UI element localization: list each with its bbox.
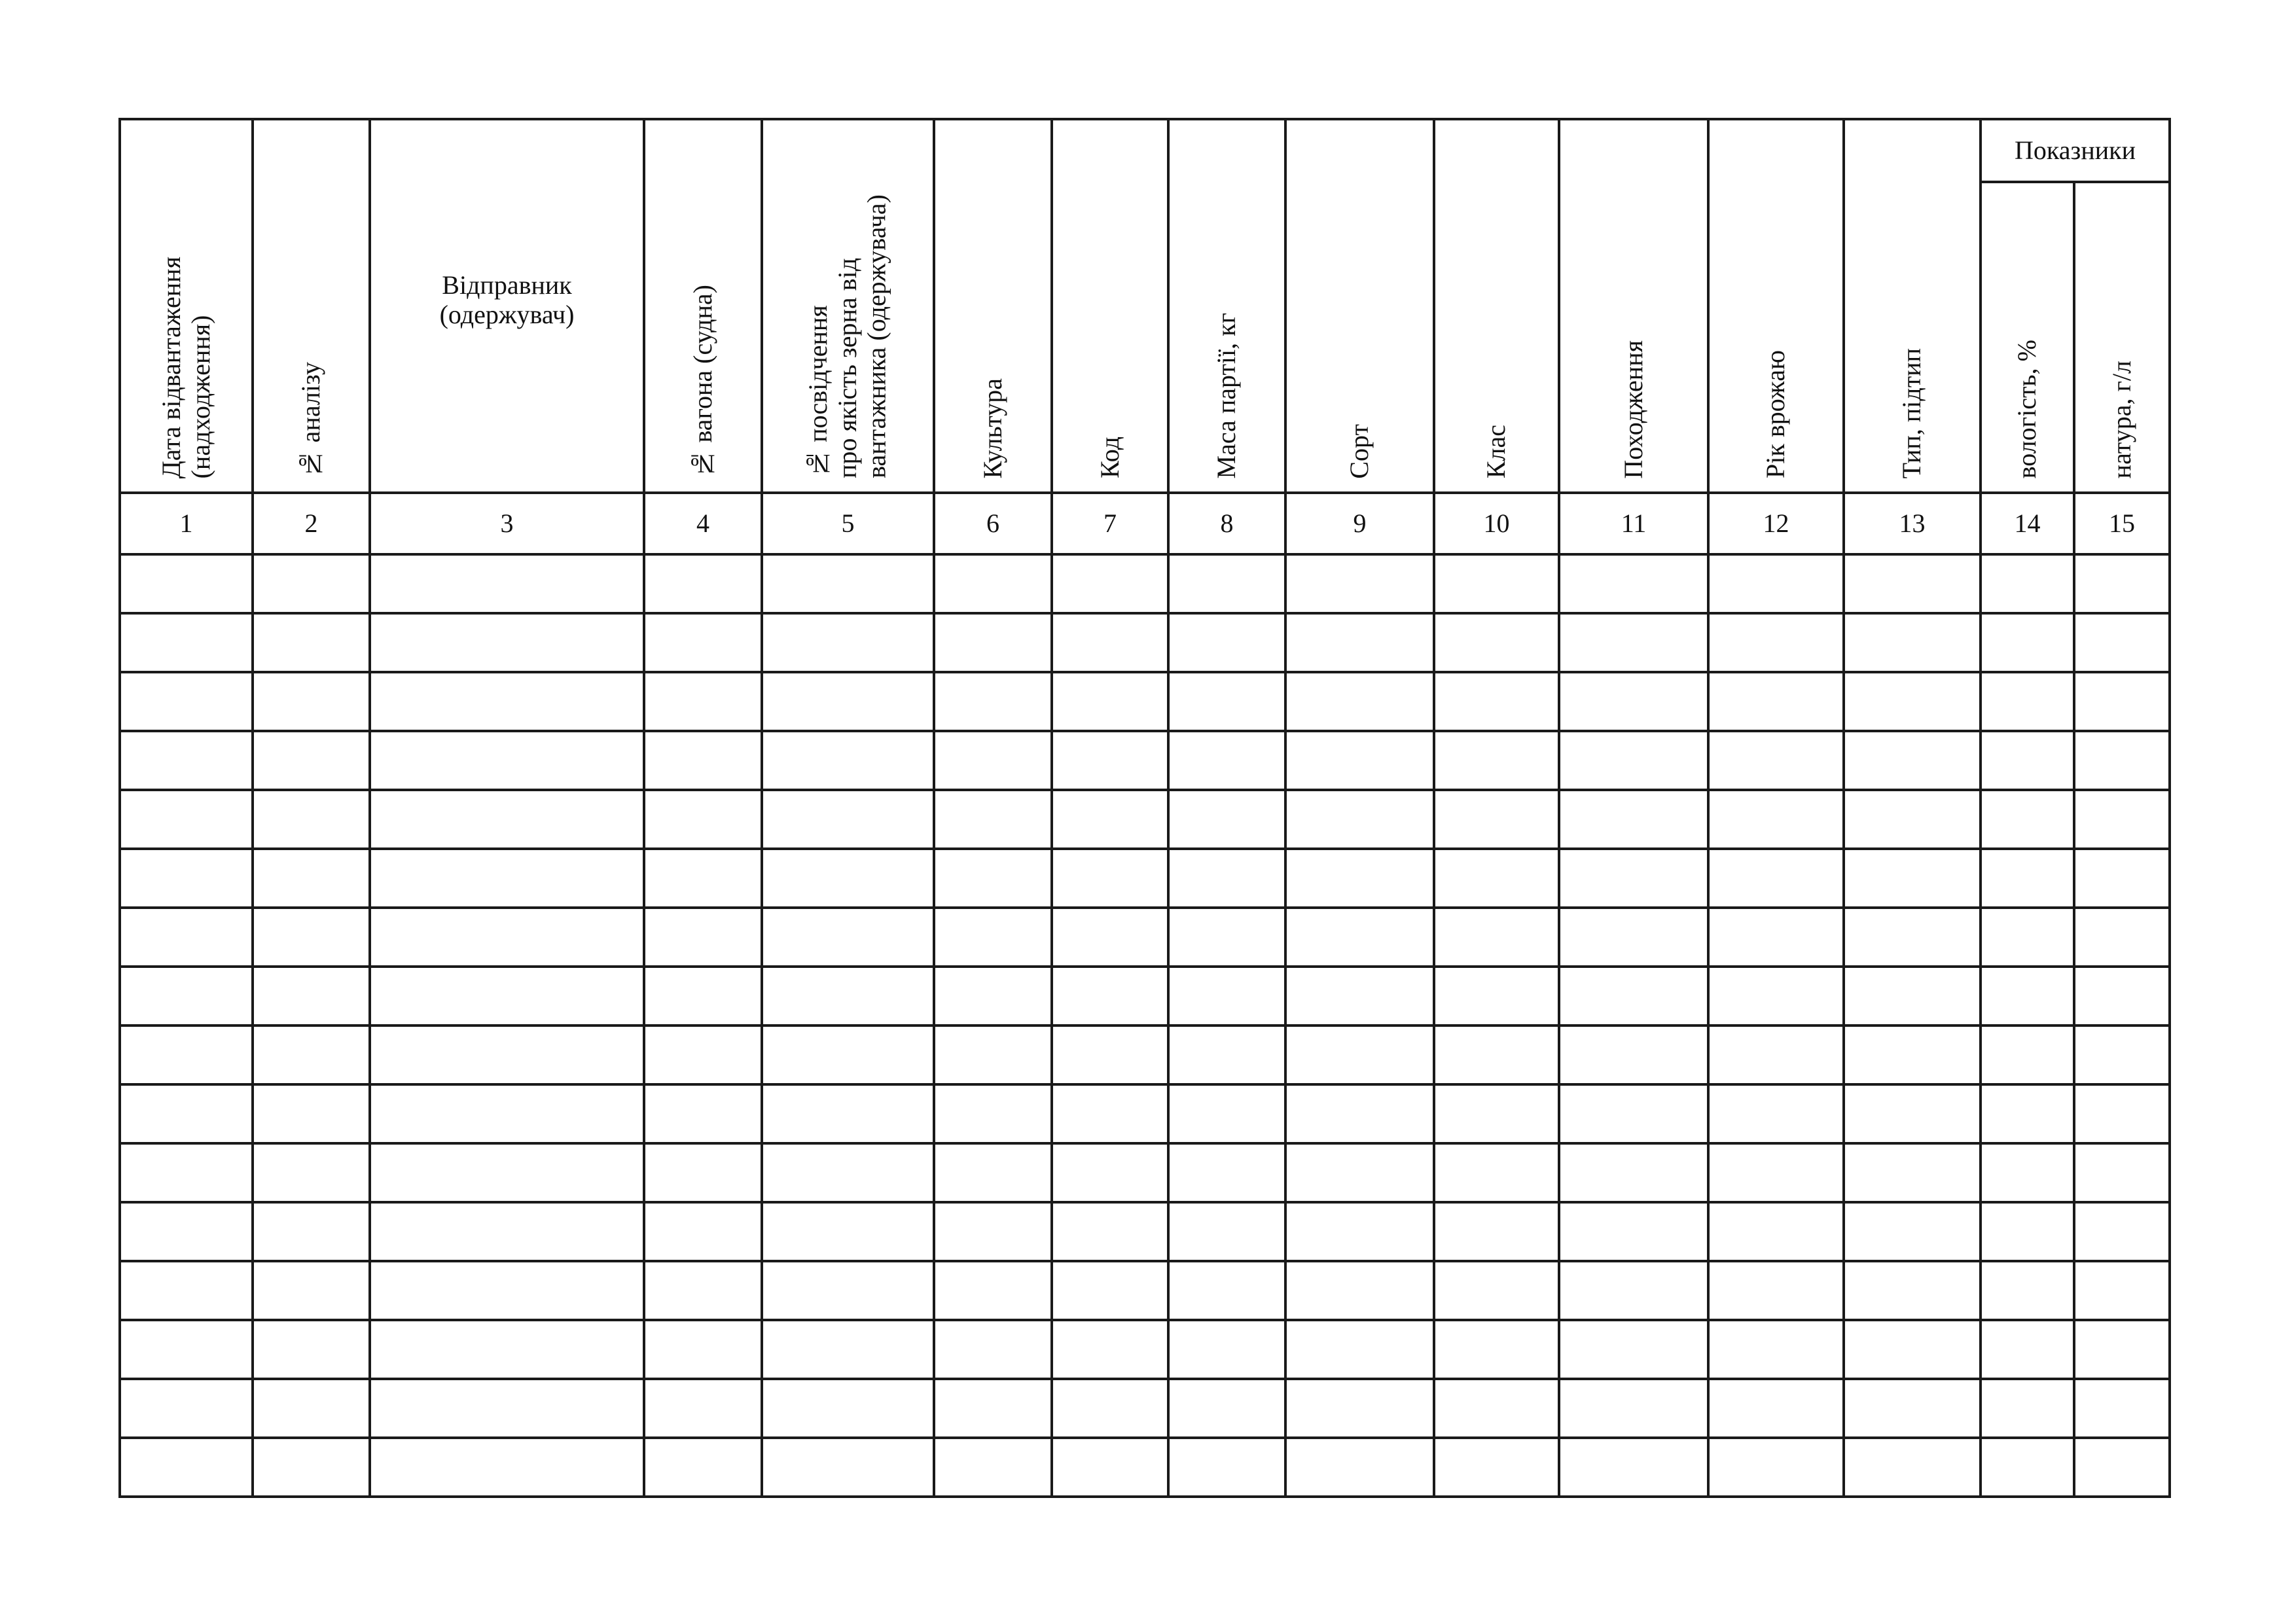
table-cell [1052,908,1168,967]
table-cell [1434,1084,1559,1143]
column-number: 14 [1981,493,2074,554]
table-cell [2074,613,2170,672]
header-quality-certificate: № посвідчення про якість зерна від вантажника (одержувача) [762,119,934,493]
table-cell [644,613,762,672]
table-cell [934,1379,1052,1438]
table-cell [1434,1143,1559,1202]
table-cell [934,554,1052,613]
table-cell [934,672,1052,731]
table-cell [1559,554,1708,613]
column-number: 10 [1434,493,1559,554]
header-harvest-year: Рік врожаю [1708,119,1844,493]
table-cell [1434,1379,1559,1438]
table-cell [934,731,1052,790]
table-cell [370,1320,644,1379]
table-cell [1052,1379,1168,1438]
table-cell [644,1202,762,1261]
table-cell [1708,1143,1844,1202]
table-cell [120,908,253,967]
table-cell [2074,1261,2170,1320]
table-cell [934,967,1052,1026]
table-cell [1844,672,1981,731]
table-cell [120,613,253,672]
table-cell [644,1320,762,1379]
table-cell [1844,1084,1981,1143]
table-cell [934,908,1052,967]
table-cell [1052,790,1168,849]
table-cell [1285,1261,1434,1320]
table-row [120,1320,2170,1379]
table-cell [1981,731,2074,790]
table-cell [1844,1026,1981,1084]
table-cell [120,1143,253,1202]
header-crop: Культура [934,119,1052,493]
table-cell [370,1202,644,1261]
table-cell [644,554,762,613]
table-cell [934,1143,1052,1202]
header-type-subtype: Тип, підтип [1844,119,1981,493]
table-row [120,672,2170,731]
table-cell [1168,1084,1285,1143]
table-cell [253,967,370,1026]
table-cell [370,554,644,613]
table-cell [1708,1202,1844,1261]
table-row [120,1026,2170,1084]
table-cell [370,1026,644,1084]
table-cell [2074,1202,2170,1261]
header-grade: Сорт [1285,119,1434,493]
column-number: 3 [370,493,644,554]
table-cell [1168,849,1285,908]
table-cell [762,1261,934,1320]
table-cell [762,1438,934,1497]
table-cell [644,1026,762,1084]
table-row [120,1261,2170,1320]
table-cell [1052,1026,1168,1084]
table-cell [253,1143,370,1202]
table-cell [370,1084,644,1143]
table-cell [1844,731,1981,790]
table-row [120,1438,2170,1497]
column-number: 8 [1168,493,1285,554]
table-cell [934,790,1052,849]
column-number: 15 [2074,493,2170,554]
table-cell [644,849,762,908]
table-cell [1168,554,1285,613]
table-cell [1434,1026,1559,1084]
table-cell [762,1143,934,1202]
table-cell [370,731,644,790]
table-cell [1708,849,1844,908]
header-code: Код [1052,119,1168,493]
table-cell [644,1379,762,1438]
table-cell [1559,1261,1708,1320]
table-cell [1844,908,1981,967]
table-cell [2074,967,2170,1026]
table-row [120,908,2170,967]
table-cell [644,1438,762,1497]
table-cell [644,1261,762,1320]
table-cell [1981,613,2074,672]
table-cell [370,1261,644,1320]
table-cell [1708,554,1844,613]
table-cell [1708,790,1844,849]
table-cell [1052,1261,1168,1320]
table-cell [253,1320,370,1379]
table-row [120,1202,2170,1261]
table-cell [644,1084,762,1143]
table-cell [253,790,370,849]
table-cell [370,1379,644,1438]
table-cell [1708,967,1844,1026]
table-cell [1285,554,1434,613]
table-cell [120,1320,253,1379]
table-cell [253,849,370,908]
table-row [120,554,2170,613]
table-cell [1285,908,1434,967]
table-cell [253,1026,370,1084]
table-cell [1052,967,1168,1026]
table-cell [2074,1143,2170,1202]
table-row [120,967,2170,1026]
table-cell [1052,849,1168,908]
column-number: 7 [1052,493,1168,554]
table-cell [1052,1438,1168,1497]
table-cell [370,967,644,1026]
table-cell [2074,1438,2170,1497]
table-cell [1559,1379,1708,1438]
column-number: 2 [253,493,370,554]
table-cell [1844,1143,1981,1202]
table-cell [1708,613,1844,672]
table-cell [1285,672,1434,731]
table-cell [1285,731,1434,790]
table-cell [1559,967,1708,1026]
table-cell [934,1202,1052,1261]
table-cell [1434,731,1559,790]
table-cell [253,1261,370,1320]
table-cell [1285,790,1434,849]
header-class: Клас [1434,119,1559,493]
table-cell [370,908,644,967]
table-cell [1981,1026,2074,1084]
table-cell [1559,1320,1708,1379]
table-cell [370,1438,644,1497]
table-cell [120,1438,253,1497]
table-cell [2074,1320,2170,1379]
table-cell [1168,790,1285,849]
table-cell [762,672,934,731]
table-cell [253,1202,370,1261]
table-cell [2074,1026,2170,1084]
table-cell [1559,613,1708,672]
table-cell [762,613,934,672]
column-number: 9 [1285,493,1434,554]
table-cell [120,1379,253,1438]
table-cell [1052,1320,1168,1379]
table-cell [1434,672,1559,731]
table-cell [2074,908,2170,967]
table-cell [1168,1438,1285,1497]
table-cell [1052,731,1168,790]
table-cell [1844,613,1981,672]
table-cell [1434,790,1559,849]
table-cell [120,1084,253,1143]
table-cell [1559,908,1708,967]
table-cell [1434,1202,1559,1261]
table-cell [1981,1438,2074,1497]
table-cell [1285,967,1434,1026]
table-cell [1434,1320,1559,1379]
table-cell [762,1026,934,1084]
table-cell [1708,1438,1844,1497]
table-cell [1559,672,1708,731]
table-cell [1844,1379,1981,1438]
table-cell [1168,1379,1285,1438]
grain-journal-table [118,118,2171,1498]
table-cell [1981,849,2074,908]
table-cell [120,849,253,908]
table-cell [1559,731,1708,790]
table-cell [1844,967,1981,1026]
table-cell [120,731,253,790]
table-cell [1559,849,1708,908]
table-cell [1168,1143,1285,1202]
table-cell [370,790,644,849]
table-row [120,1143,2170,1202]
header-test-weight: натура, г/л [2074,182,2170,493]
table-cell [1708,1379,1844,1438]
table-cell [1559,790,1708,849]
table-cell [1052,1084,1168,1143]
table-cell [934,1026,1052,1084]
table-cell [934,1320,1052,1379]
header-batch-mass: Маса партії, кг [1168,119,1285,493]
table-cell [1285,849,1434,908]
table-cell [253,554,370,613]
table-cell [1168,731,1285,790]
table-cell [1285,1320,1434,1379]
table-cell [1052,554,1168,613]
table-cell [1168,613,1285,672]
table-cell [1285,1143,1434,1202]
table-row [120,1084,2170,1143]
table-cell [1434,613,1559,672]
table-cell [934,849,1052,908]
table-cell [253,908,370,967]
table-cell [1559,1438,1708,1497]
table-cell [1708,672,1844,731]
column-number: 13 [1844,493,1981,554]
table-row [120,790,2170,849]
table-cell [1708,1261,1844,1320]
table-cell [120,554,253,613]
table-cell [762,967,934,1026]
table-row [120,731,2170,790]
table-cell [1168,908,1285,967]
table-cell [1285,613,1434,672]
table-cell [2074,672,2170,731]
table-cell [762,731,934,790]
table-cell [762,1084,934,1143]
table-cell [644,1143,762,1202]
column-number: 1 [120,493,253,554]
table-cell [1981,554,2074,613]
table-cell [1844,1202,1981,1261]
table-cell [1844,1320,1981,1379]
table-cell [1981,1202,2074,1261]
table-cell [1981,1084,2074,1143]
table-cell [934,1438,1052,1497]
header-shipment-date: Дата відвантаження (надходження) [120,119,253,493]
table-cell [1981,1261,2074,1320]
table-cell [1708,731,1844,790]
table-cell [1168,672,1285,731]
table-cell [1559,1143,1708,1202]
table-cell [2074,554,2170,613]
table-cell [370,672,644,731]
header-analysis-number: № аналізу [253,119,370,493]
table-cell [1285,1379,1434,1438]
table-cell [120,1202,253,1261]
table-cell [2074,790,2170,849]
table-row [120,849,2170,908]
table-cell [1844,790,1981,849]
table-cell [934,1261,1052,1320]
table-cell [644,790,762,849]
table-cell [762,908,934,967]
header-indicators-group: Показники [1981,119,2170,182]
table-cell [1844,1438,1981,1497]
table-cell [762,554,934,613]
table-cell [1981,672,2074,731]
table-cell [1052,672,1168,731]
table-cell [1981,908,2074,967]
column-number: 12 [1708,493,1844,554]
header-wagon-number: № вагона (судна) [644,119,762,493]
table-cell [1708,1084,1844,1143]
table-cell [370,849,644,908]
table-cell [1434,1261,1559,1320]
table-cell [1981,967,2074,1026]
table-cell [1434,908,1559,967]
table-cell [1052,1202,1168,1261]
header-moisture: вологість, % [1981,182,2074,493]
table-cell [1285,1026,1434,1084]
table-cell [370,613,644,672]
table-cell [1168,1261,1285,1320]
table-cell [1434,849,1559,908]
table-cell [253,1084,370,1143]
table-cell [253,1379,370,1438]
table-cell [644,967,762,1026]
column-number: 6 [934,493,1052,554]
table-cell [1168,1202,1285,1261]
column-number: 4 [644,493,762,554]
table-cell [120,1026,253,1084]
table-cell [1981,1320,2074,1379]
table-cell [1981,790,2074,849]
table-cell [762,1202,934,1261]
table-cell [1285,1438,1434,1497]
header-origin: Походження [1559,119,1708,493]
table-cell [1981,1379,2074,1438]
table-cell [120,672,253,731]
table-cell [1559,1202,1708,1261]
table-cell [762,849,934,908]
table-cell [1559,1084,1708,1143]
table-cell [253,613,370,672]
table-cell [2074,1379,2170,1438]
column-numbers-row [120,493,2170,554]
table-cell [2074,731,2170,790]
table-cell [370,1143,644,1202]
table-body [120,554,2170,1497]
table-cell [1285,1202,1434,1261]
table-cell [120,1261,253,1320]
table-cell [1168,1320,1285,1379]
table-cell [1559,1026,1708,1084]
table-cell [2074,849,2170,908]
table-cell [762,1379,934,1438]
table-cell [1708,1026,1844,1084]
table-cell [253,672,370,731]
table-cell [1844,849,1981,908]
column-number: 5 [762,493,934,554]
table-cell [1434,967,1559,1026]
table-cell [1434,1438,1559,1497]
table-cell [934,1084,1052,1143]
table-cell [1168,1026,1285,1084]
column-number: 11 [1559,493,1708,554]
table-cell [1052,613,1168,672]
table-row [120,613,2170,672]
table-cell [1844,554,1981,613]
table-cell [1052,1143,1168,1202]
table-cell [1844,1261,1981,1320]
table-cell [644,908,762,967]
table-cell [1168,967,1285,1026]
table-row [120,1379,2170,1438]
header-sender: Відправник (одержувач) [370,119,644,493]
table-cell [1708,1320,1844,1379]
table-cell [762,1320,934,1379]
table-cell [1708,908,1844,967]
table-cell [644,731,762,790]
table-cell [1981,1143,2074,1202]
table-cell [2074,1084,2170,1143]
table-cell [253,1438,370,1497]
table-cell [120,967,253,1026]
table-cell [120,790,253,849]
table-cell [1434,554,1559,613]
table-cell [934,613,1052,672]
table-cell [253,731,370,790]
table-cell [1285,1084,1434,1143]
table-cell [762,790,934,849]
table-cell [644,672,762,731]
